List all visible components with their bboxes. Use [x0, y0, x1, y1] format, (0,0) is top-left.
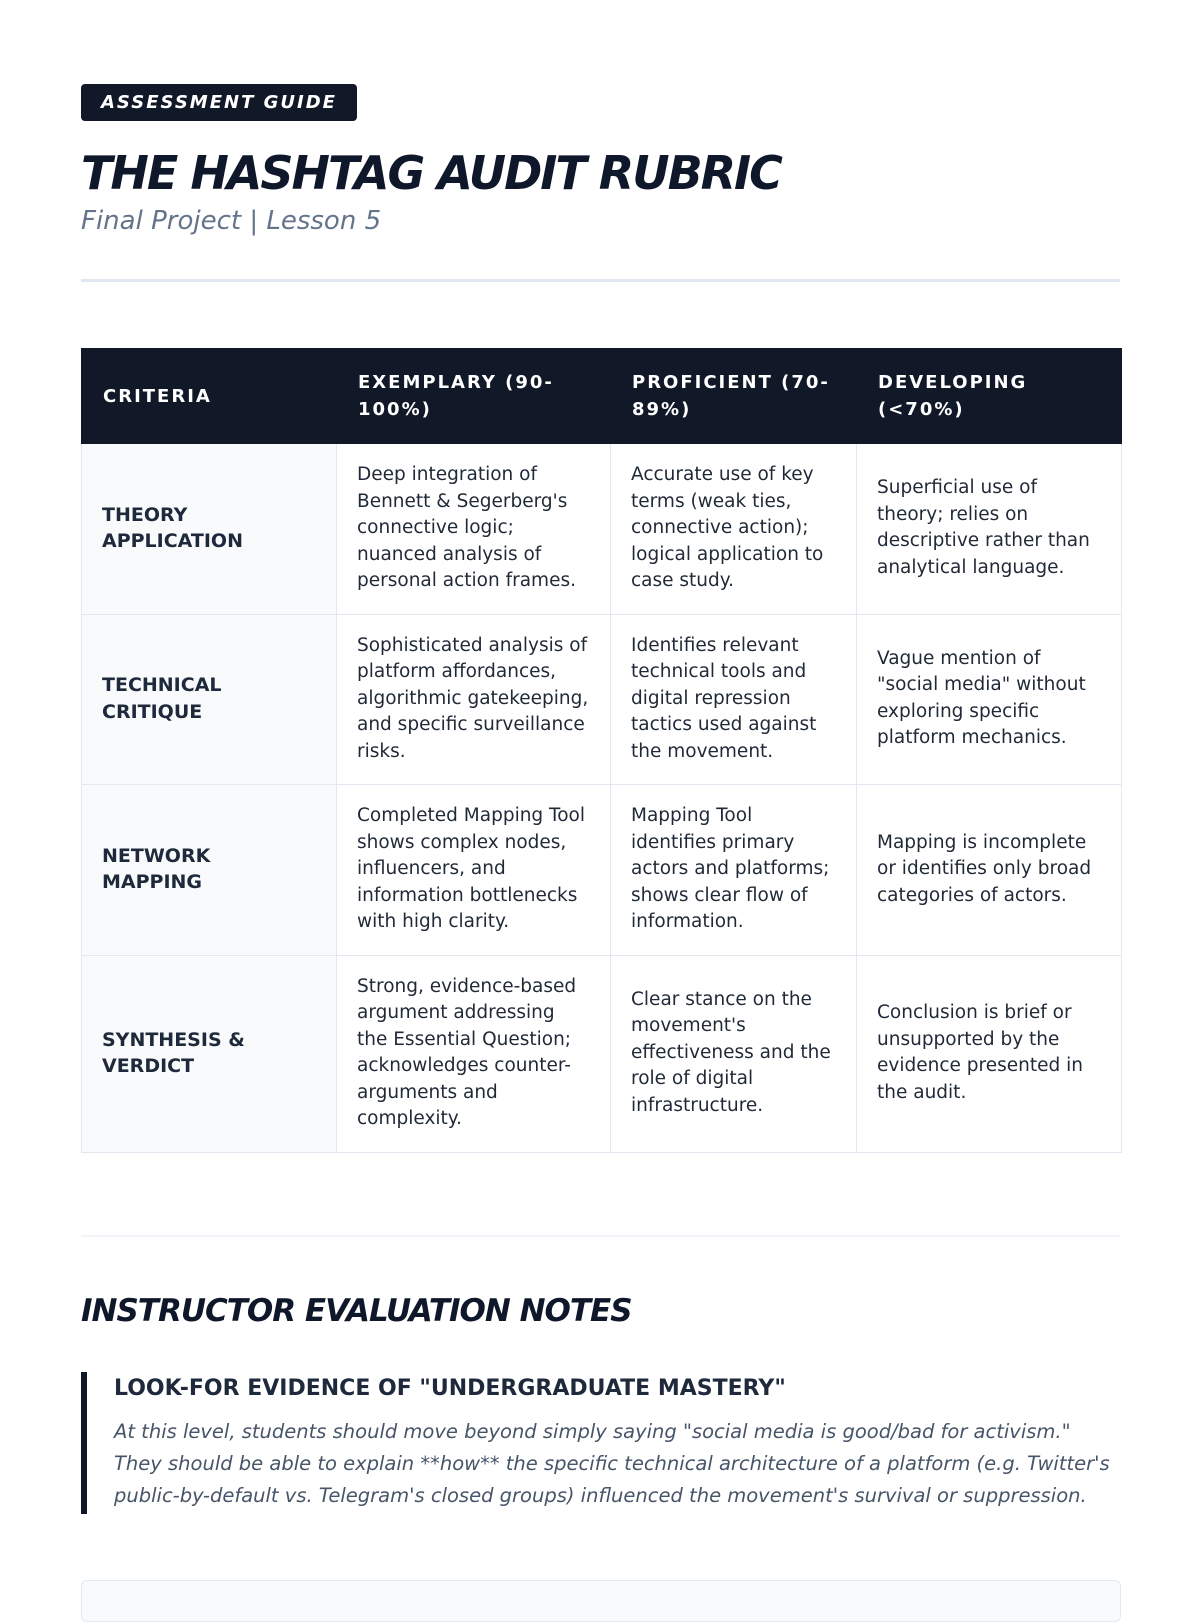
proficient-cell: Identifies relevant technical tools and digital repression tactics used against the movement.	[611, 614, 857, 785]
table-row	[82, 785, 1122, 956]
rubric-table	[81, 348, 1122, 1153]
callout-heading: LOOK-FOR EVIDENCE OF "UNDERGRADUATE MASTERY"	[114, 1375, 786, 1401]
callout-body: At this level, students should move beyond simply saying "social media is good/bad for activism." They should be able to explain **how** the specific technical architecture of a platform (e.g. Twitter's public-by-default vs. Telegram's closed groups) influenced the movement's survival or suppression.	[114, 1419, 1110, 1507]
column-header-proficient: PROFICIENT (70-89%)	[611, 349, 857, 444]
column-header-criteria: CRITERIA	[82, 349, 337, 444]
criteria-cell: SYNTHESIS & VERDICT	[82, 955, 337, 1152]
mastery-callout	[81, 1372, 1120, 1514]
header-divider	[81, 279, 1120, 282]
table-row	[82, 955, 1122, 1152]
developing-cell: Conclusion is brief or unsupported by the evidence presented in the audit.	[857, 955, 1122, 1152]
proficient-cell: Clear stance on the movement's effectiveness and the role of digital infrastructure.	[611, 955, 857, 1152]
exemplary-cell: Completed Mapping Tool shows complex nodes, influencers, and information bottlenecks with high clarity.	[337, 785, 611, 956]
assessment-guide-badge: ASSESSMENT GUIDE	[81, 84, 357, 121]
exemplary-cell: Strong, evidence-based argument addressing the Essential Question; acknowledges counter-arguments and complexity.	[337, 955, 611, 1152]
page-title: THE HASHTAG AUDIT RUBRIC	[81, 146, 781, 200]
column-header-developing: DEVELOPING (<70%)	[857, 349, 1122, 444]
criteria-cell: TECHNICAL CRITIQUE	[82, 614, 337, 785]
developing-cell: Mapping is incomplete or identifies only broad categories of actors.	[857, 785, 1122, 956]
developing-cell: Vague mention of "social media" without exploring specific platform mechanics.	[857, 614, 1122, 785]
next-panel	[81, 1580, 1121, 1622]
section-divider	[81, 1235, 1120, 1237]
criteria-cell: THEORY APPLICATION	[82, 444, 337, 615]
criteria-cell: NETWORK MAPPING	[82, 785, 337, 956]
developing-cell: Superficial use of theory; relies on descriptive rather than analytical language.	[857, 444, 1122, 615]
proficient-cell: Mapping Tool identifies primary actors and platforms; shows clear flow of information.	[611, 785, 857, 956]
exemplary-cell: Deep integration of Bennett & Segerberg's connective logic; nuanced analysis of personal action frames.	[337, 444, 611, 615]
table-row	[82, 444, 1122, 615]
column-header-exemplary: EXEMPLARY (90-100%)	[337, 349, 611, 444]
proficient-cell: Accurate use of key terms (weak ties, connective action); logical application to case study.	[611, 444, 857, 615]
notes-heading: INSTRUCTOR EVALUATION NOTES	[81, 1292, 632, 1329]
exemplary-cell: Sophisticated analysis of platform affordances, algorithmic gatekeeping, and specific surveillance risks.	[337, 614, 611, 785]
rubric-document	[81, 84, 1120, 1514]
rubric-header-row	[82, 349, 1122, 444]
page-subtitle: Final Project | Lesson 5	[81, 206, 382, 236]
table-row	[82, 614, 1122, 785]
